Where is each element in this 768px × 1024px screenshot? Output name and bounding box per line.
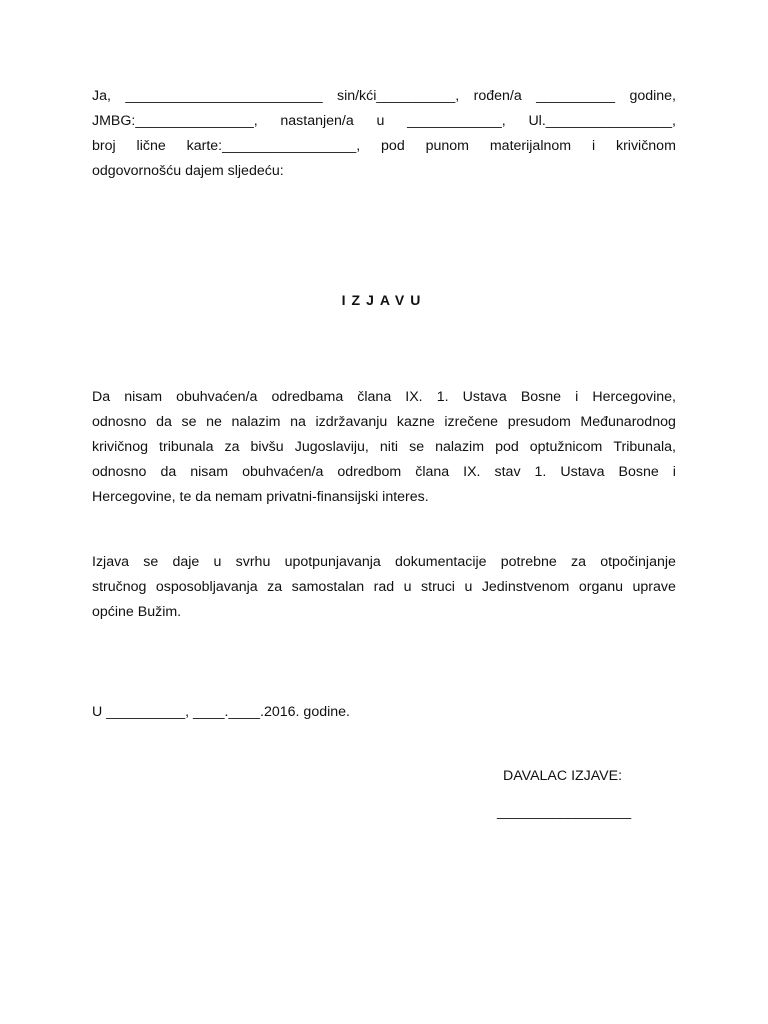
word: u <box>213 554 222 570</box>
word: Međunarodnog <box>580 414 676 430</box>
header-word: sin/kći__________, <box>336 88 460 104</box>
word: 1. <box>436 389 449 405</box>
word: Jedinstvenom <box>481 579 570 595</box>
header-word: rođen/a <box>473 88 522 104</box>
word: i <box>575 389 579 405</box>
word: rad <box>373 579 395 595</box>
header-word: i <box>591 138 596 154</box>
paragraph2-line-2 <box>92 577 676 597</box>
word: da <box>160 464 177 480</box>
header-word: u <box>376 113 385 129</box>
word: člana <box>415 464 450 480</box>
paragraph1-line-5: Hercegovine, te da nemam privatni-finansijski interes. <box>92 489 429 505</box>
word: ne <box>206 414 222 430</box>
signature-line: _________________ <box>497 804 632 820</box>
header-word: punom <box>425 138 469 154</box>
place-date-line: U __________, ____.____.2016. godine. <box>92 704 350 720</box>
signer-label: DAVALAC IZJAVE: <box>503 768 623 784</box>
header-line-4: odgovornošću dajem sljedeću: <box>92 163 284 179</box>
header-word: Ja, <box>92 88 111 104</box>
word: dokumentacije <box>395 554 487 570</box>
word: IX. <box>463 464 481 480</box>
word: Ustava <box>560 464 605 480</box>
word: da <box>156 414 172 430</box>
word: se <box>181 414 197 430</box>
word: Da <box>92 389 111 405</box>
word: nalazim <box>231 414 281 430</box>
word: osposobljavanja <box>155 579 258 595</box>
word: Ustava <box>462 389 507 405</box>
residence-blank: ____________, <box>407 113 506 129</box>
id-card-field: karte:_________________, <box>186 138 361 154</box>
word: krivičnog <box>92 439 148 455</box>
word: odredbama <box>271 389 344 405</box>
header-word: krivičnom <box>615 138 676 154</box>
word: 1. <box>534 464 547 480</box>
word: otpočinjanje <box>600 554 676 570</box>
word: bivšu <box>250 439 284 455</box>
birth-blank: __________ <box>536 88 616 104</box>
header-word: broj <box>92 138 116 154</box>
jmbg-field: JMBG:_______________, <box>92 113 258 129</box>
word: u <box>403 579 412 595</box>
word: presudom <box>507 414 571 430</box>
document-title: IZJAVU <box>341 292 427 308</box>
word: pod <box>495 439 519 455</box>
paragraph2-line-3: općine Bužim. <box>92 604 182 620</box>
word: za <box>224 439 240 455</box>
paragraph1-line-3 <box>92 437 676 457</box>
word: i <box>672 464 676 480</box>
word: u <box>464 579 473 595</box>
word: Bosne <box>520 389 562 405</box>
word: na <box>290 414 306 430</box>
word: odnosno <box>92 414 147 430</box>
header-word: godine, <box>629 88 676 104</box>
street-field: Ul.________________, <box>528 113 676 129</box>
word: tribunala <box>159 439 214 455</box>
word: optužnicom <box>529 439 603 455</box>
word: samostalan <box>291 579 365 595</box>
name-blank: _________________________ <box>125 88 323 104</box>
header-word: lične <box>136 138 166 154</box>
word: člana <box>357 389 392 405</box>
word: struci <box>421 579 455 595</box>
word: se <box>143 554 159 570</box>
header-word: materijalnom <box>489 138 572 154</box>
word: za <box>267 579 283 595</box>
word: kazne <box>396 414 435 430</box>
word: za <box>570 554 586 570</box>
word: stav <box>494 464 521 480</box>
word: potrebne <box>500 554 557 570</box>
paragraph2-line-1 <box>92 552 676 572</box>
word: svrhu <box>235 554 271 570</box>
word: izdržavanju <box>315 414 388 430</box>
word: izrečene <box>444 414 499 430</box>
word: Jugoslaviju, <box>294 439 369 455</box>
word: IX. <box>405 389 423 405</box>
word: obuhvaćen/a <box>242 464 324 480</box>
word: Tribunala, <box>613 439 676 455</box>
word: stručnog <box>92 579 147 595</box>
word: nisam <box>124 389 163 405</box>
word: Bosne <box>618 464 659 480</box>
paragraph1-line-4 <box>92 462 676 482</box>
paragraph1-line-1 <box>92 387 676 407</box>
word: odredbom <box>337 464 402 480</box>
word: daje <box>172 554 200 570</box>
word: nisam <box>190 464 229 480</box>
word: organu <box>578 579 624 595</box>
word: Izjava <box>92 554 130 570</box>
word: upotpunjavanja <box>284 554 381 570</box>
word: niti <box>379 439 399 455</box>
word: uprave <box>632 579 676 595</box>
word: se <box>409 439 425 455</box>
word: Hercegovine, <box>592 389 676 405</box>
word: nalazim <box>435 439 485 455</box>
paragraph1-line-2 <box>92 412 676 432</box>
header-line-2 <box>92 111 676 131</box>
header-word: nastanjen/a <box>280 113 354 129</box>
header-line-3 <box>92 136 676 156</box>
word: odnosno <box>92 464 147 480</box>
word: obuhvaćen/a <box>176 389 258 405</box>
header-line-1 <box>92 86 676 106</box>
header-word: pod <box>381 138 405 154</box>
